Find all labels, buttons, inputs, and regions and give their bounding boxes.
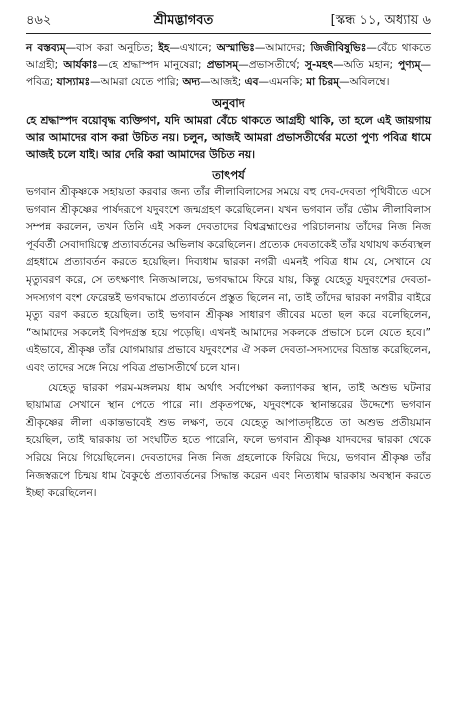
book-title: শ্রীমদ্ভাগবত bbox=[153, 13, 214, 28]
chapter-reference: [স্কন্ধ ১১, অধ্যায় ৬ bbox=[330, 13, 431, 28]
purport-paragraph: ভগবান শ্রীকৃষ্ণকে সহায়তা করবার জন্য তাঁর লীলাবিলাসের সময়ে বহু দেব-দেবতা পৃথিবীতে এসে ভগবান শ্রীকৃষ্ণের পার্ষদরূপে যদুবংশে জন্মগ্রহণ করেছিলেন। যখন ভগবান তাঁর ভৌম লীলাবিলাস সম্পন্ন করলেন, তখন তিনি এই সকল দেবতাদের বিশ্বব্রহ্মাণ্ডের পরিচালনায় তাঁদের নিজ নিজ পূর্ববর্তী সেবাদায়িত্বে প্রত্যাবর্তনের অভিলাষ করেছিলেন। প্রত্যেক দেবতাকেই তাঁর যথাযথ কর্তব্যস্থল গ্রহধামে প্রত্যাবর্তন করতে হয়েছিল। দিব্যধাম দ্বারকা নগরী এমনই পবিত্র ধাম যে, সেখানে যে মৃত্যুবরণ করে, সে তৎক্ষণাৎ নিজআলয়ে, ভগবদ্ধামে ফিরে যায়, কিন্তু যেহেতু যদুবংশের দেবতা-সদস্যগণ বংশ ফেরেন্তই ভগবদ্ধামে প্রত্যাবর্তনে প্রস্তুত ছিলেন না, তাই তাঁদের দ্বারকা নগরীর বাইরে মৃত্যু বরণ করতে হয়েছিল। তাই ভগবান শ্রীকৃষ্ণ সাধারণ জীবের মতো ছল করে বলেছিলেন, “আমাদের সকলেই বিপদগ্রস্ত হয়ে পড়েছি। এখনই আমাদের সকলকে প্রভাসে চলে যেতে হবে।” এইভাবে, শ্রীকৃষ্ণ তাঁর যোগমায়ার প্রভাবে যদুবংশের ঐ সকল দেবতা-সদস্যদের বিভ্রান্ত করেছিলেন, এবং তাদের সঙ্গে নিয়ে পবিত্র প্রভাসতীর্থে চলে যান। bbox=[26, 186, 431, 374]
synonym-meaning: —পবিত্র; bbox=[26, 59, 431, 88]
synonym-word: জিজীবিষুভিঃ bbox=[310, 42, 367, 54]
purport-heading: তাৎপর্য bbox=[212, 168, 245, 182]
synonym-word: প্রভাসম্ bbox=[206, 59, 239, 71]
synonym-meaning: —বাস করা অনুচিত; bbox=[65, 42, 159, 54]
synonym-word: ন বস্তব্যম্ bbox=[26, 42, 66, 54]
translation-text: হে শ্রদ্ধাস্পদ বয়োবৃদ্ধ ব্যক্তিগণ, যদি আমরা বেঁচে থাকতে আগ্রহী থাকি, তা হলে এই জায়গায় আর আমাদের বাস করা উচিত নয়। চলুন, আজই আমরা প্রভাসতীর্থের মতো পুণ্য পবিত্র ধামে আজই চলে যাই। আর দেরি করা আমাদের উচিত নয়। bbox=[26, 114, 431, 161]
synonym-meaning: —এমনকি; bbox=[258, 76, 307, 88]
synonym-meaning: —হে শ্রদ্ধাস্পদ মানুষেরা; bbox=[97, 59, 207, 71]
synonym-meaning: —বেঁচে থাকতে আগ্রহী; bbox=[26, 42, 432, 71]
synonyms-block bbox=[26, 40, 431, 91]
synonym-meaning: —আমাদের; bbox=[254, 42, 311, 54]
header-rule bbox=[26, 33, 431, 34]
synonym-meaning: —অতি মহান; bbox=[333, 59, 399, 71]
synonym-word: যাস্যামঃ bbox=[56, 76, 91, 88]
synonym-word: মা চিরম্ bbox=[306, 76, 340, 88]
page-number: ৪৬২ bbox=[26, 13, 52, 28]
synonym-meaning: —এখানে; bbox=[169, 42, 217, 54]
purport-block bbox=[26, 184, 431, 503]
synonym-meaning: —প্রভাসতীর্থে; bbox=[238, 59, 305, 71]
synonym-meaning: —আমরা যেতে পারি; bbox=[90, 76, 183, 88]
synonym-word: অস্মাভিঃ bbox=[216, 42, 255, 54]
synonym-word: সু-মহৎ bbox=[304, 59, 334, 71]
synonym-word: এব bbox=[244, 76, 259, 88]
synonym-meaning: —অবিলম্বে। bbox=[339, 76, 390, 88]
purport-paragraph: যেহেতু দ্বারকা পরম-মঙ্গলময় ধাম অর্থাৎ সর্বাপেক্ষা কল্যাণকর স্থান, তাই অশুভ ঘটনার ছায়ামাত্র সেখানে স্থান পেতে পারে না। প্রকৃতপক্ষে, যদুবংশকে স্থানান্তরের উদ্দেশ্যে ভগবান শ্রীকৃষ্ণের লীলা একান্তভাবেই শুভ লক্ষণ, তবে যেহেতু আপাতদৃষ্টিতে তা অশুভ প্রতীয়মান হয়েছিল, তাই দ্বারকায় তা সংঘটিত হতে পারেনি, ফলে ভগবান শ্রীকৃষ্ণ যাদবদের দ্বারকা থেকে সরিয়ে নিয়ে গিয়েছিলেন। দেবতাদের নিজ নিজ গ্রহলোকে ফিরিয়ে দিয়ে, ভগবান শ্রীকৃষ্ণ তাঁর নিজস্বরূপে চিন্ময় ধাম বৈকুণ্ঠে প্রত্যাবর্তনের সিদ্ধান্ত করেন এবং নিত্যধাম দ্বারকায় অবস্থান করতে ইচ্ছা করেছিলেন। bbox=[26, 381, 431, 500]
synonym-word: আর্যকাঃ bbox=[63, 59, 98, 71]
synonym-word: অদ্য bbox=[182, 76, 201, 88]
synonym-word: ইহ bbox=[158, 42, 170, 54]
translation-heading: অনুবাদ bbox=[212, 96, 245, 110]
page-header bbox=[26, 12, 431, 30]
synonym-meaning: —আজই; bbox=[200, 76, 245, 88]
synonym-word: পুণ্যম্ bbox=[398, 59, 421, 71]
